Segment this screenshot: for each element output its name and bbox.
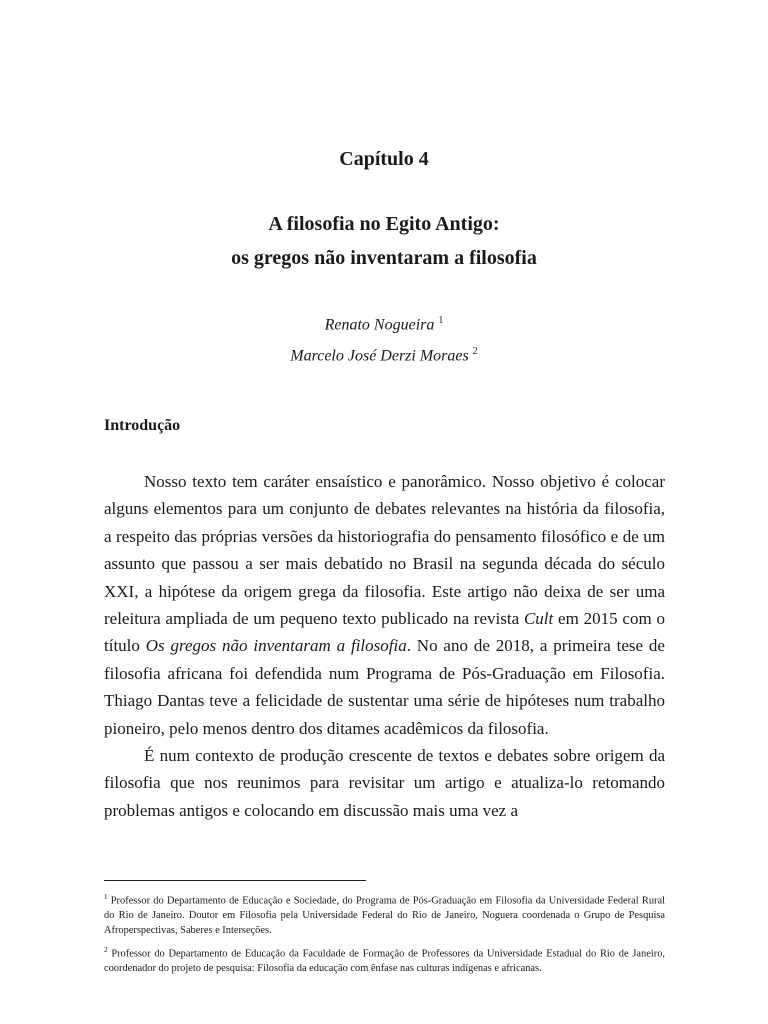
author-name: Renato Nogueira xyxy=(324,316,435,334)
body-text xyxy=(104,468,665,824)
text-run: em 2015 com o título xyxy=(104,609,665,656)
paragraph: É num contexto de produção crescente de textos e debates sobre origem da filosofia que nos reunimos para revisitar um artigo e atualiza-lo retomando problemas antigos e colocando em discussão mais uma vez a xyxy=(104,746,665,820)
footnote xyxy=(104,890,665,938)
footnote-divider xyxy=(104,880,366,881)
footnote-ref: 1 xyxy=(438,315,444,326)
section-heading: Introdução xyxy=(104,417,181,434)
title-line-1: A filosofia no Egito Antigo: xyxy=(268,213,500,235)
author xyxy=(0,307,768,338)
footnote-text: Professor do Departamento de Educação e Sociedade, do Programa de Pós-Graduação em Filosofia da Universidade Federal Rural do Rio de Janeiro. Doutor em Filosofia pela Universidade Federal do Rio de Janeiro, Noguera coordenada o Grupo de Pesquisa Afroperspectivas, Saberes e Interseções. xyxy=(104,895,665,936)
footnote xyxy=(104,943,665,977)
author-name: Marcelo José Derzi Moraes xyxy=(290,347,469,365)
italic-text: Os gregos não inventaram a filosofia xyxy=(145,636,407,656)
paragraph xyxy=(104,468,665,742)
footnote-mark: 2 xyxy=(104,946,108,955)
footnote-text: Professor do Departamento de Educação da Faculdade de Formação de Professores da Universidade Estadual do Rio de Janeiro, coordenador do projeto de pesquisa: Filosofia da educação com ênfase nas culturas indígenas e africanas. xyxy=(104,948,665,975)
chapter-heading: Capítulo 4 xyxy=(339,148,429,170)
footnote-ref: 2 xyxy=(472,346,478,358)
footnotes xyxy=(104,890,665,982)
footnote-mark: 1 xyxy=(104,893,108,901)
text-run: Nosso texto tem caráter ensaístico e panorâmico. Nosso objetivo é colocar alguns elementos para um conjunto de debates relevantes na história da filosofia, a respeito das próprias versões da historiografia do pensamento filosófico e de um assunto que passou a ser mais debatido no Brasil na segunda década do século XXI, a hipótese da origem grega da filosofia. Este artigo não deixa de ser uma releitura ampliada de um pequeno texto publicado na revista xyxy=(104,472,665,629)
title-line-2: os gregos não inventaram a filosofia xyxy=(231,247,537,269)
italic-text: Cult xyxy=(523,609,554,629)
author xyxy=(0,338,768,369)
chapter-title xyxy=(0,207,768,275)
author-list xyxy=(0,307,768,370)
text-run: . No ano de 2018, a primeira tese de filosofia africana foi defendida num Programa de Pós-Graduação em Filosofia. Thiago Dantas teve a felicidade de sustentar uma série de hipóteses num trabalho pioneiro, pelo menos dentro dos ditames acadêmicos da filosofia. xyxy=(104,636,665,738)
